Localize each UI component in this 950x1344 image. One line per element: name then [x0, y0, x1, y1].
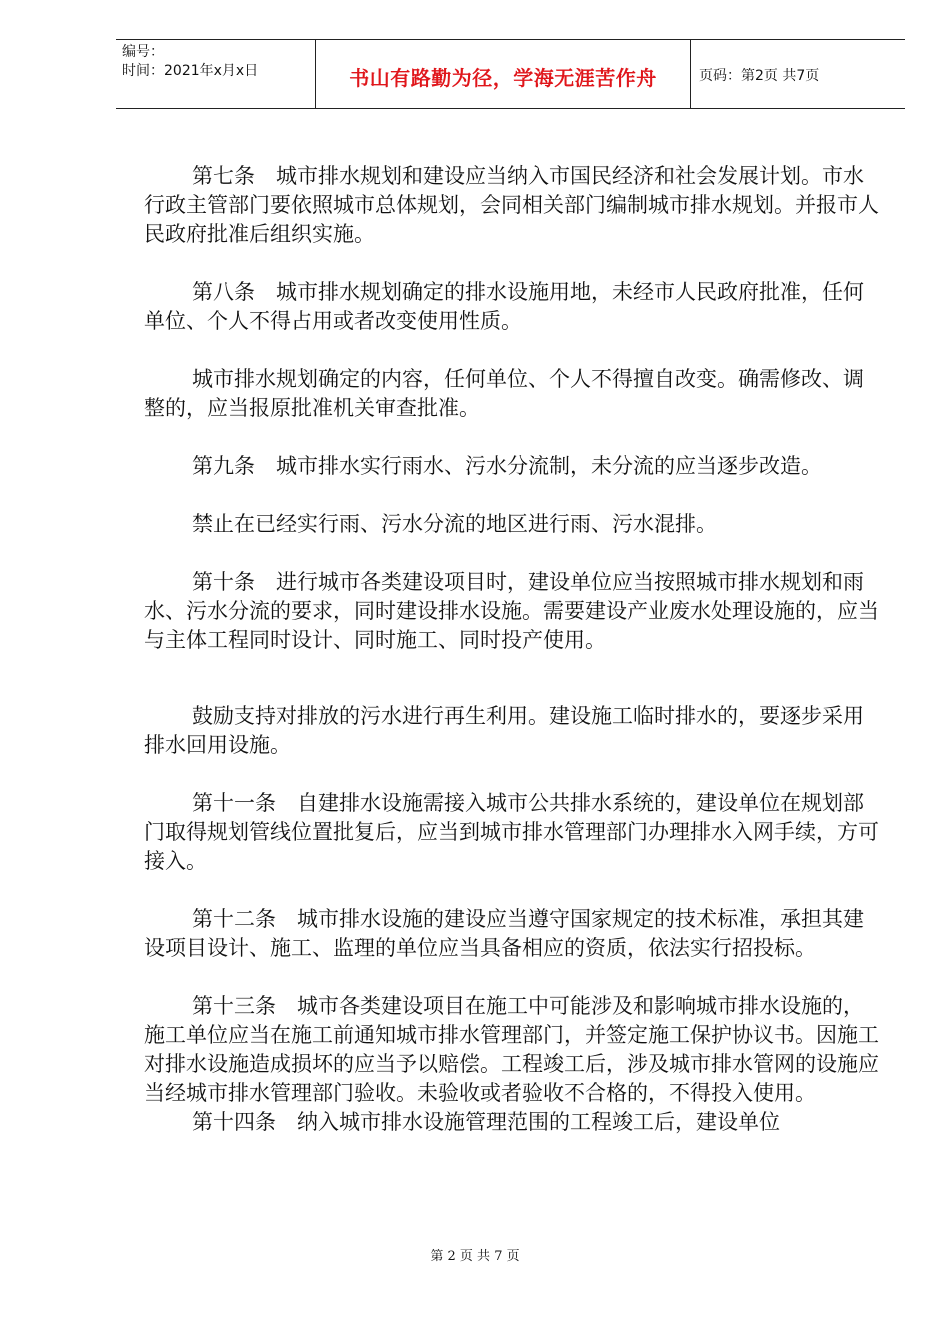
article-13: 第十三条 城市各类建设项目在施工中可能涉及和影响城市排水设施的，施工单位应当在施工前通知城市排水管理部门，并签定施工保护协议书。因施工对排水设施造成损坏的应当予以赔偿。工程竣工后，涉及城市排水管网的设施应当经城市排水管理部门验收。未验收或者验收不合格的，不得投入使用。 — [144, 994, 879, 1105]
article-10-clause: 鼓励支持对排放的污水进行再生利用。建设施工临时排水的，要逐步采用排水回用设施。 — [144, 704, 864, 757]
header-motto-cell — [316, 40, 691, 108]
article-14: 第十四条 纳入城市排水设施管理范围的工程竣工后，建设单位 — [192, 1110, 780, 1134]
number-label: 编号： — [122, 44, 164, 60]
document-body — [144, 162, 879, 1137]
article-9-clause: 禁止在已经实行雨、污水分流的地区进行雨、污水混排。 — [192, 512, 717, 536]
header-meta-cell — [116, 40, 316, 108]
article-8-clause: 城市排水规划确定的内容，任何单位、个人不得擅自改变。确需修改、调整的，应当报原批准机关审查批准。 — [144, 367, 864, 420]
article-8: 第八条 城市排水规划确定的排水设施用地，未经市人民政府批准，任何单位、个人不得占用或者改变使用性质。 — [144, 280, 864, 333]
page-header — [116, 39, 905, 109]
article-11: 第十一条 自建排水设施需接入城市公共排水系统的，建设单位在规划部门取得规划管线位置批复后，应当到城市排水管理部门办理排水入网手续，方可接入。 — [144, 791, 879, 873]
page-info: 页码：第2页 共7页 — [699, 68, 820, 84]
page-footer: 第 2 页 共 7 页 — [430, 1249, 520, 1264]
article-10: 第十条 进行城市各类建设项目时，建设单位应当按照城市排水规划和雨水、污水分流的要求，同时建设排水设施。需要建设产业废水处理设施的，应当与主体工程同时设计、同时施工、同时投产使用。 — [144, 570, 879, 652]
header-page-cell — [691, 40, 905, 108]
article-7: 第七条 城市排水规划和建设应当纳入市国民经济和社会发展计划。市水行政主管部门要依照城市总体规划，会同相关部门编制城市排水规划。并报市人民政府批准后组织实施。 — [144, 164, 879, 246]
time-label: 时间：2021年x月x日 — [122, 63, 259, 79]
motto-text: 书山有路勤为径，学海无涯苦作舟 — [349, 66, 657, 90]
article-12: 第十二条 城市排水设施的建设应当遵守国家规定的技术标准，承担其建设项目设计、施工、监理的单位应当具备相应的资质，依法实行招投标。 — [144, 907, 864, 960]
article-9: 第九条 城市排水实行雨水、污水分流制，未分流的应当逐步改造。 — [192, 454, 822, 478]
